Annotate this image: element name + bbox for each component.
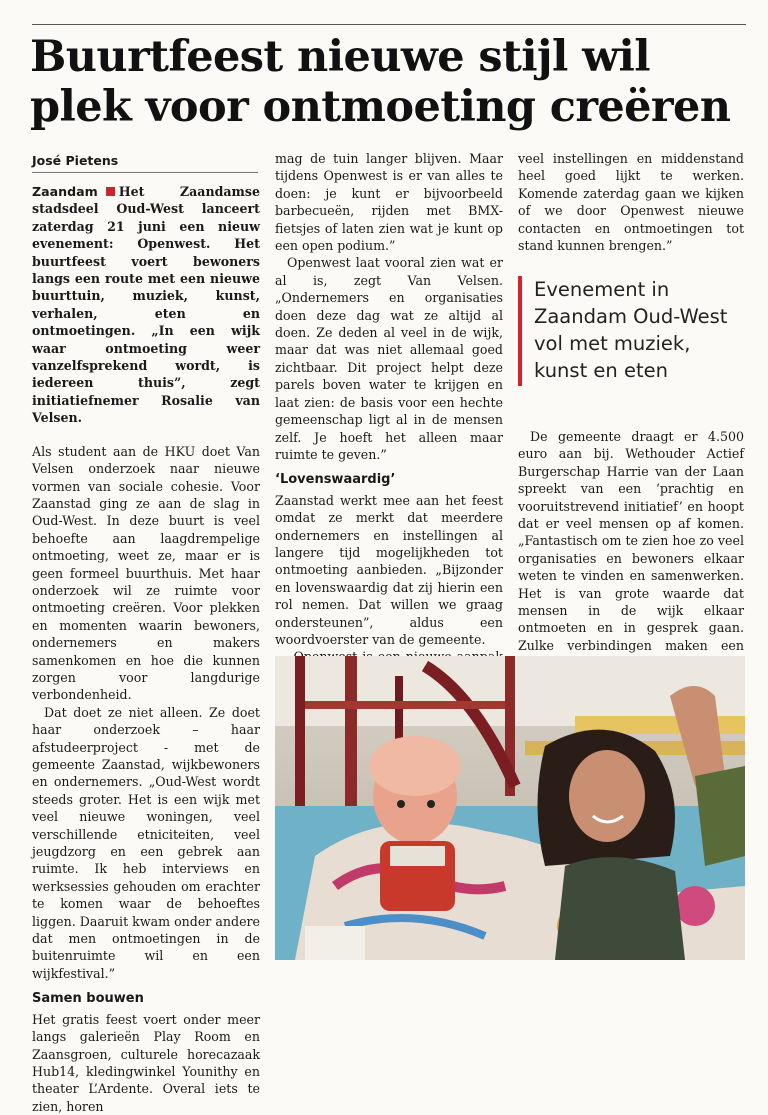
column-2	[275, 150, 503, 683]
paragraph: veel instellingen en middenstand heel goed lijkt te werken. Komende zaterdag gaan we kijken of we door Openwest nieuwe contacten en ontmoetingen tot stand kunnen brengen.”	[518, 151, 744, 254]
lead-paragraph	[32, 183, 260, 427]
column-3-lower	[518, 428, 744, 672]
top-rule	[32, 24, 746, 25]
subheading: Samen bouwen	[32, 991, 144, 1007]
paragraph: Dat doet ze niet alleen. Ze doet haar onderzoek – haar afstudeerproject - met de gemeente Zaanstad, wijkbewoners en ondernemers. „Oud-West wordt steeds groter. Het is een wijk met veel nieuwe woningen, veel verschillende etniciteiten, veel jeugdzorg en een gebrek aan ruimte. Ik heb interviews en werksessies gehouden om erachter te komen waar de behoeftes liggen. Daaruit kwam onder andere dat men ontmoetingen in de buitenruimte wil en een wijkfestival.”	[32, 704, 260, 981]
subheading: ‘Lovenswaardig’	[275, 472, 396, 488]
column-3	[518, 150, 744, 254]
paragraph: De gemeente draagt er 4.500 euro aan bij. Wethouder Actief Burgerschap Harrie van der Laan spreekt van een ‘prachtig en vooruitstrevend initiatief’ en hoopt dat er veel mensen op af komen. „Fantastisch om te zien hoe zo veel organisaties en bewoners elkaar weten te vinden en samenwerken. Het is van grote waarde dat mensen in de wijk elkaar ontmoeten en in gesprek gaan. Zulke verbindingen maken een	[518, 429, 744, 653]
red-square-icon	[106, 187, 115, 196]
photo-of-puppeteer-with-puppet-icon	[275, 656, 745, 960]
column-1	[32, 183, 260, 1115]
paragraph: Als student aan de HKU doet Van Velsen onderzoek naar nieuwe vormen van sociale cohesie. Voor Zaanstad ging ze aan de slag in Oud-West. In deze buurt is veel behoefte aan laagdrempelige ontmoeting, weet ze, maar er is geen formeel buurthuis. Met haar onderzoek wil ze ruimte voor ontmoeting creëren. Voor plekken en momenten waarin bewoners, ondernemers en makers samenkomen en hoe die kunnen zorgen voor langdurige verbondenheid.	[32, 443, 260, 703]
byline: José Pietens	[32, 153, 258, 173]
pull-quote: Evenement in Zaandam Oud-West vol met muziek, kunst en eten	[518, 276, 744, 386]
paragraph: Zaanstad werkt mee aan het feest omdat ze merkt dat meerdere ondernemers en instellingen al langere tijd mogelijkheden tot ontmoeting aanbieden. „Bijzonder en lovenswaardig dat zij hierin een rol nemen. Dat willen we graag ondersteunen”, aldus een woordvoerster van de gemeente.	[275, 492, 503, 647]
dateline: Zaandam	[32, 184, 98, 199]
paragraph: mag de tuin langer blijven. Maar tijdens Openwest is er van alles te doen: je kunt er bijvoorbeeld barbecueën, rijden met BMX-fietsjes of laten zien wat je kunt op een open podium.”	[275, 151, 503, 254]
headline: Buurtfeest nieuwe stijl wil plek voor ontmoeting creëren	[30, 32, 731, 132]
lead-text: Het Zaandamse stadsdeel Oud-West lanceert zaterdag 21 juni een nieuw evenement: Openwest. Het buurtfeest voert bewoners langs een route met een nieuwe buurttuin, muziek, kunst, verhalen, eten en ontmoetingen. „In een wijk waar ontmoeting weer vanzelfsprekend wordt, is iedereen thuis”, zegt initiatiefnemer Rosalie van Velsen.	[32, 184, 260, 426]
paragraph: Openwest laat vooral zien wat er al is, zegt Van Velsen. „Ondernemers en organisaties doen deze dag wat ze altijd al doen. Ze deden al veel in de wijk, maar dat was niet allemaal goed zichtbaar. Dit project helpt deze parels boven water te krijgen en laat zien: de basis voor een hechte gemeenschap ligt al in de mensen zelf. Je hoeft het alleen maar ruimte te geven.”	[275, 255, 503, 462]
article-photo	[275, 656, 745, 960]
paragraph: Het gratis feest voert onder meer langs galerieën Play Room en Zaansgroen, culturele horecazaak Hub14, kledingwinkel Younithy en theater L’Ardente. Overal iets te zien, horen	[32, 1011, 260, 1114]
